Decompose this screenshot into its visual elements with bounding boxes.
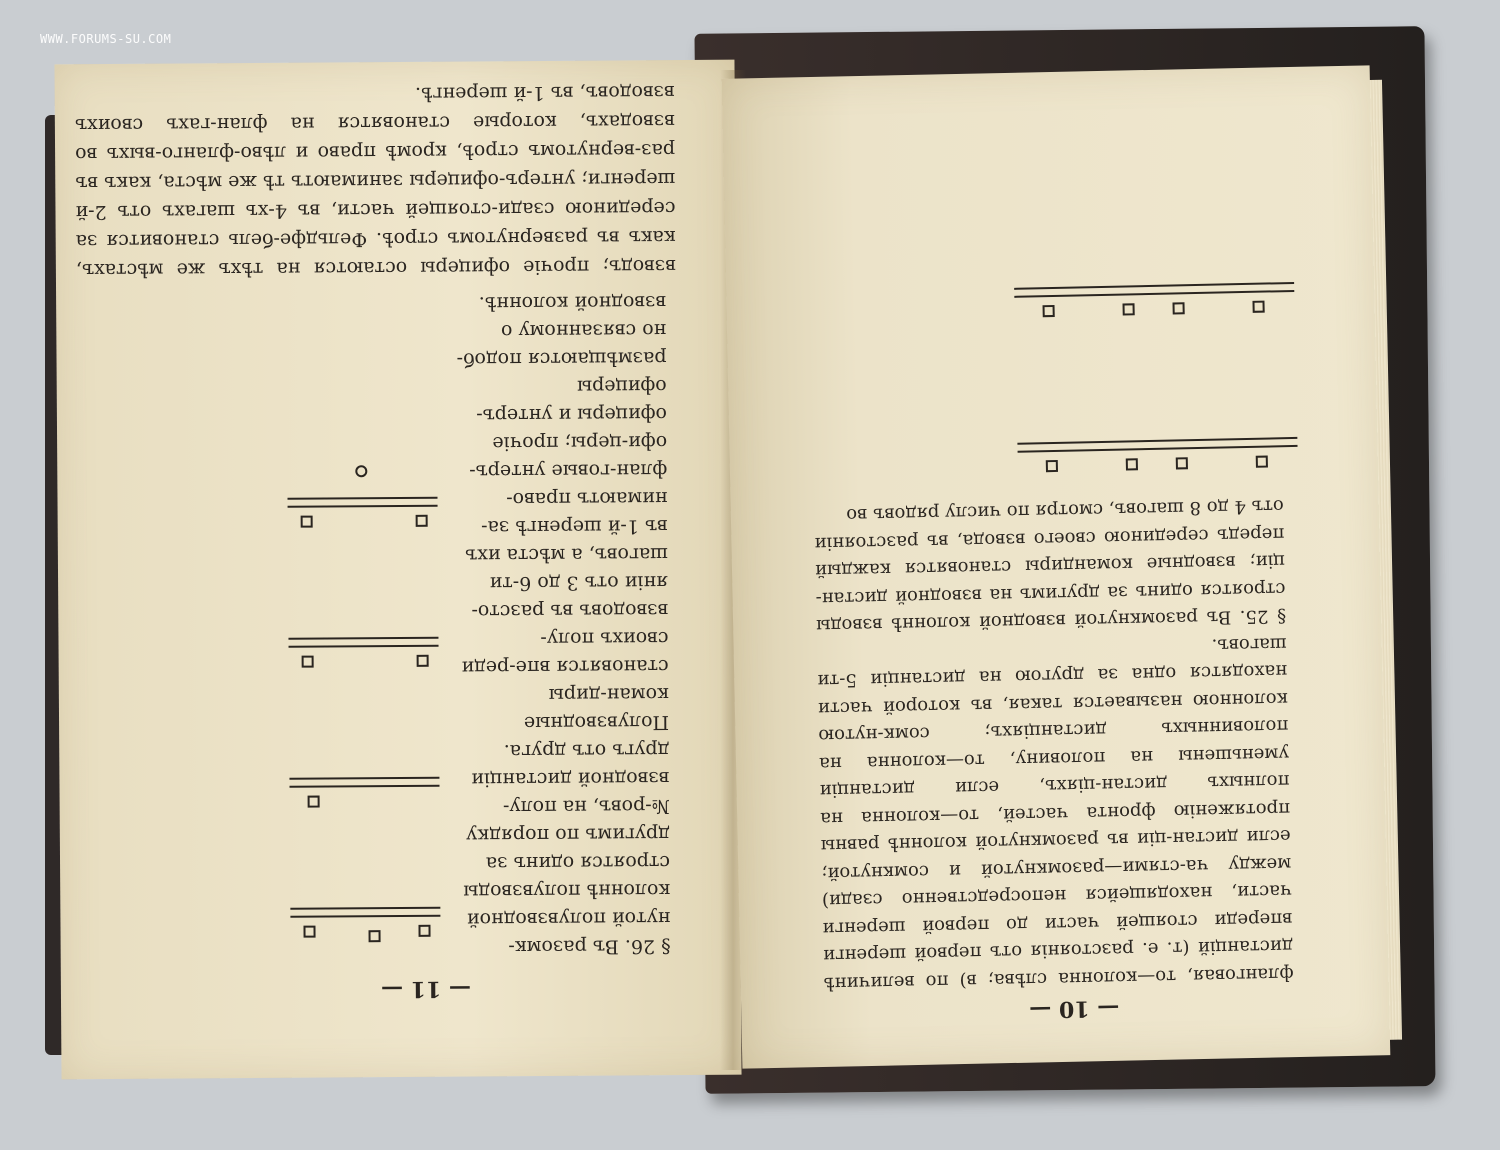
diagram-line xyxy=(1017,437,1297,453)
diagram-marker xyxy=(369,930,381,942)
diagram-marker xyxy=(301,516,313,528)
left-page-flipped-content xyxy=(54,60,741,1080)
left-page xyxy=(54,60,741,1080)
diagram-marker xyxy=(1256,456,1268,468)
diagram-marker xyxy=(308,796,320,808)
diagram-line xyxy=(287,497,437,508)
formation-diagram xyxy=(993,217,1298,473)
diagram-line xyxy=(288,637,438,648)
page-number: — 11 — xyxy=(380,975,472,1003)
diagram-marker xyxy=(416,515,428,527)
diagram-marker xyxy=(1122,303,1134,315)
watermark: WWW.FORUMS-SU.COM xyxy=(40,32,172,46)
formation-diagram xyxy=(267,357,441,958)
diagram-line xyxy=(289,777,439,788)
diagram-marker xyxy=(418,925,430,937)
diagram-marker xyxy=(1172,302,1184,314)
diagram-marker xyxy=(1046,460,1058,472)
diagram-marker xyxy=(1043,305,1055,317)
diagram-line xyxy=(290,907,440,918)
diagram-marker xyxy=(1176,457,1188,469)
main-paragraph: фланговая, то—колонна слѣва; в) по величинѣ дистанцiй (т. е. разстоянiя отъ первой шеренги впереди стоящей части до первой шеренги части, находящейся непосредственно сзади) между ча-стями—разомкнутой и сомкнутой; если дистан-цiи въ разомкнутой колоннѣ равны протяженiю фронта частей, то—колонна на полныхъ дистан-цiяхъ, если дистанцiи уменьшены на половину, то—колонна на половинныхъ дистанцiяхъ; сомк-нутою колонною называется такая, въ которой части находятся одна за другою на дистанцiи 5-ти шаговъ. § 25. Въ разомкнутой взводной колоннѣ взводы строятся одинъ за другимъ на взводной дистан-цiи; взводные командиры становятся каждый передъ серединою своего взвода, въ разстоянiи отъ 4 до 8 шаговъ, смотря по числу рядовъ во xyxy=(814,495,1294,994)
side-paragraph: § 26. Въ разомк-нутой полувзводной колоннѣ полувзводы строятся одинъ за другимъ по порядку №-ровъ, на полу-взводной дистанцiи другъ отъ друга. Полувзводные коман-диры становятся впе-реди своихъ полу-взводовъ въ разсто-янiи отъ 3 до 6-ти шаговъ, а мѣста ихъ въ 1-й шеренгѣ за-нимаютъ право-флан-говые унтеръ-офи-церы; прочiе офицеры и унтеръ-офицеры размѣщаются подоб-но связанному о взводной колоннѣ. xyxy=(456,291,671,959)
diagram-officer-marker xyxy=(355,465,367,477)
right-page-flipped-content xyxy=(722,65,1391,1068)
diagram-line xyxy=(1014,282,1294,298)
diagram-marker xyxy=(1252,301,1264,313)
diagram-marker xyxy=(417,655,429,667)
main-paragraph: взводъ; прочiе офицеры остаются на тѣхъ же мѣстахъ, какъ въ развернутомъ строѣ. Фельдфе-бель становится за серединою сзади-стоящей части, въ 4-хъ шагахъ отъ 2-й шеренги; унтеръ-офицеры занимаютъ тѣ же мѣста, какъ въ раз-вернутомъ строѣ, кромѣ право и лѣво-фланго-выхъ во взводахъ, которые становятся на флан-гахъ своихъ взводовъ, въ 1-й шеренгѣ. xyxy=(74,81,676,282)
page-number: — 10 — xyxy=(1029,994,1120,1023)
diagram-marker xyxy=(302,656,314,668)
diagram-marker xyxy=(1126,458,1138,470)
right-page xyxy=(722,65,1391,1068)
diagram-marker xyxy=(303,926,315,938)
